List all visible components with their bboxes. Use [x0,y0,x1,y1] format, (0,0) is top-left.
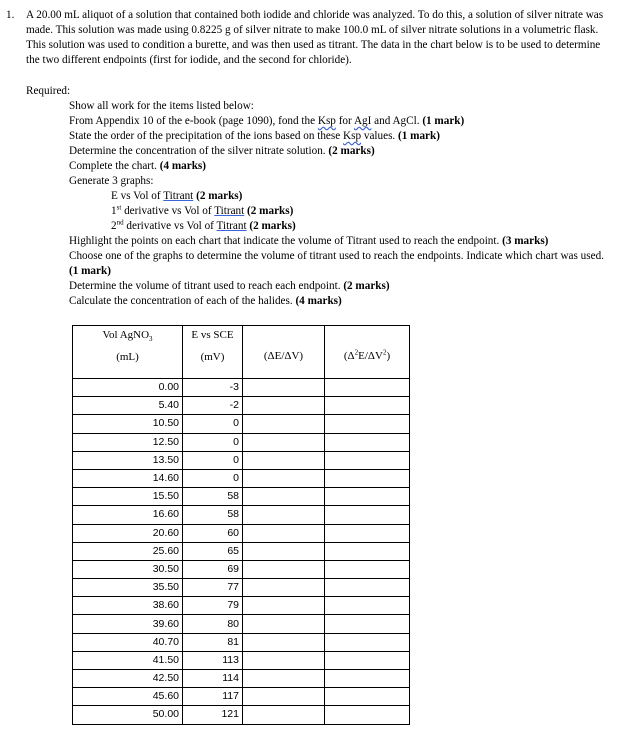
cell-potential: 77 [183,579,243,597]
cell-second-derivative[interactable] [325,451,410,469]
cell-second-derivative[interactable] [325,379,410,397]
cell-first-derivative[interactable] [243,524,325,542]
cell-potential: 0 [183,433,243,451]
cell-first-derivative[interactable] [243,488,325,506]
cell-volume: 0.00 [73,379,183,397]
cell-first-derivative[interactable] [243,633,325,651]
cell-first-derivative[interactable] [243,506,325,524]
table-row [73,451,410,469]
cell-volume: 39.60 [73,615,183,633]
cell-second-derivative[interactable] [325,688,410,706]
table-header-row [73,326,410,379]
task-endpoint-volume: Determine the volume of titrant used to reach each endpoint. (2 marks) [69,280,390,292]
cell-volume: 16.60 [73,506,183,524]
cell-first-derivative[interactable] [243,542,325,560]
table-row [73,488,410,506]
table-row [73,560,410,578]
table-row [73,469,410,487]
task-graphs: Generate 3 graphs: [69,175,154,187]
header-second-derivative: $(\Delta^2E/\Delta V^2)$ [325,326,410,379]
cell-volume: 14.60 [73,469,183,487]
cell-volume: 25.60 [73,542,183,560]
cell-second-derivative[interactable] [325,651,410,669]
task-highlight: Highlight the points on each chart that indicate the volume of Titrant used to reach the endpoint. (3 marks) [69,235,549,247]
cell-volume: 45.60 [73,688,183,706]
cell-first-derivative[interactable] [243,560,325,578]
table-row [73,524,410,542]
cell-first-derivative[interactable] [243,706,325,724]
cell-potential: -3 [183,379,243,397]
cell-potential: 117 [183,688,243,706]
cell-first-derivative[interactable] [243,670,325,688]
cell-second-derivative[interactable] [325,415,410,433]
cell-second-derivative[interactable] [325,488,410,506]
cell-potential: 69 [183,560,243,578]
cell-first-derivative[interactable] [243,597,325,615]
header-volume: Vol AgNO$_3$ (mL) [73,326,183,379]
cell-potential: -2 [183,397,243,415]
task-concentration: Determine the concentration of the silver nitrate solution. (2 marks) [69,145,375,157]
cell-second-derivative[interactable] [325,433,410,451]
cell-volume: 13.50 [73,451,183,469]
cell-first-derivative[interactable] [243,415,325,433]
task-halide-concentration: Calculate the concentration of each of the halides. (4 marks) [69,295,342,307]
cell-first-derivative[interactable] [243,379,325,397]
cell-volume: 40.70 [73,633,183,651]
cell-potential: 0 [183,415,243,433]
table-row [73,542,410,560]
cell-volume: 42.50 [73,670,183,688]
cell-volume: 12.50 [73,433,183,451]
table-row [73,615,410,633]
cell-potential: 80 [183,615,243,633]
cell-potential: 0 [183,451,243,469]
cell-potential: 65 [183,542,243,560]
cell-volume: 10.50 [73,415,183,433]
table-row [73,670,410,688]
cell-volume: 41.50 [73,651,183,669]
question-text: A 20.00 mL aliquot of a solution that contained both iodide and chloride was analyzed. To do this, a solution of silver nitrate was made. This solution was made using 0.8225 g of silver nitrate to make 100.0 mL of silver nitrate solutions in a volumetric flask. This solution was used to condition a burette, and was then used as titrant. The data in the chart below is to be used to determine the two different endpoints (first for iodide, and the second for chloride). [26,9,604,66]
table-row [73,415,410,433]
graph-item-3: 2nd derivative vs Vol of Titrant (2 marks) [111,218,296,232]
cell-first-derivative[interactable] [243,651,325,669]
cell-potential: 79 [183,597,243,615]
cell-volume: 30.50 [73,560,183,578]
table-row [73,597,410,615]
header-first-derivative: (ΔE/ΔV) [243,326,325,379]
cell-first-derivative[interactable] [243,469,325,487]
cell-volume: 35.50 [73,579,183,597]
header-potential: E vs SCE (mV) [183,326,243,379]
cell-first-derivative[interactable] [243,451,325,469]
graph-item-1: E vs Vol of Titrant (2 marks) [111,190,243,202]
cell-volume: 38.60 [73,597,183,615]
cell-volume: 20.60 [73,524,183,542]
graph-item-2: 1st derivative vs Vol of Titrant (2 marks) [111,203,294,217]
agi-word: AgI [353,115,372,127]
table-row [73,706,410,724]
table-row [73,688,410,706]
table-row [73,651,410,669]
cell-potential: 81 [183,633,243,651]
cell-second-derivative[interactable] [325,469,410,487]
cell-second-derivative[interactable] [325,542,410,560]
table-row [73,433,410,451]
cell-potential: 58 [183,506,243,524]
cell-second-derivative[interactable] [325,560,410,578]
cell-second-derivative[interactable] [325,397,410,415]
cell-volume: 50.00 [73,706,183,724]
titration-data-table [72,325,410,725]
cell-second-derivative[interactable] [325,615,410,633]
cell-potential: 0 [183,469,243,487]
cell-first-derivative[interactable] [243,433,325,451]
cell-potential: 60 [183,524,243,542]
cell-potential: 113 [183,651,243,669]
cell-second-derivative[interactable] [325,597,410,615]
task-ksp: From Appendix 10 of the e-book (page 1090), fond the Ksp for AgI and AgCl. (1 mark) [69,115,465,127]
cell-first-derivative[interactable] [243,688,325,706]
table-row [73,506,410,524]
task-complete-chart: Complete the chart. (4 marks) [69,160,207,172]
cell-potential: 121 [183,706,243,724]
cell-first-derivative[interactable] [243,579,325,597]
cell-second-derivative[interactable] [325,506,410,524]
cell-second-derivative[interactable] [325,670,410,688]
cell-potential: 114 [183,670,243,688]
question-paragraph [6,8,612,68]
cell-first-derivative[interactable] [243,397,325,415]
cell-volume: 15.50 [73,488,183,506]
required-label: Required: [26,85,71,97]
cell-potential: 58 [183,488,243,506]
table-row [73,379,410,397]
cell-volume: 5.40 [73,397,183,415]
cell-second-derivative[interactable] [325,524,410,542]
question-number: 1. [6,9,15,21]
ksp-word: Ksp [317,115,336,127]
task-order: State the order of the precipitation of the ions based on these Ksp values. (1 mark) [69,130,440,142]
task-choose-graph: Choose one of the graphs to determine the volume of titrant used to reach the endpoints. Indicate which chart was used. (1 mark) [69,250,604,277]
task-list [69,99,614,309]
cell-second-derivative[interactable] [325,633,410,651]
cell-second-derivative[interactable] [325,579,410,597]
cell-second-derivative[interactable] [325,706,410,724]
task-show-work: Show all work for the items listed below: [69,100,254,112]
table-row [73,633,410,651]
cell-first-derivative[interactable] [243,615,325,633]
table-row [73,397,410,415]
table-row [73,579,410,597]
